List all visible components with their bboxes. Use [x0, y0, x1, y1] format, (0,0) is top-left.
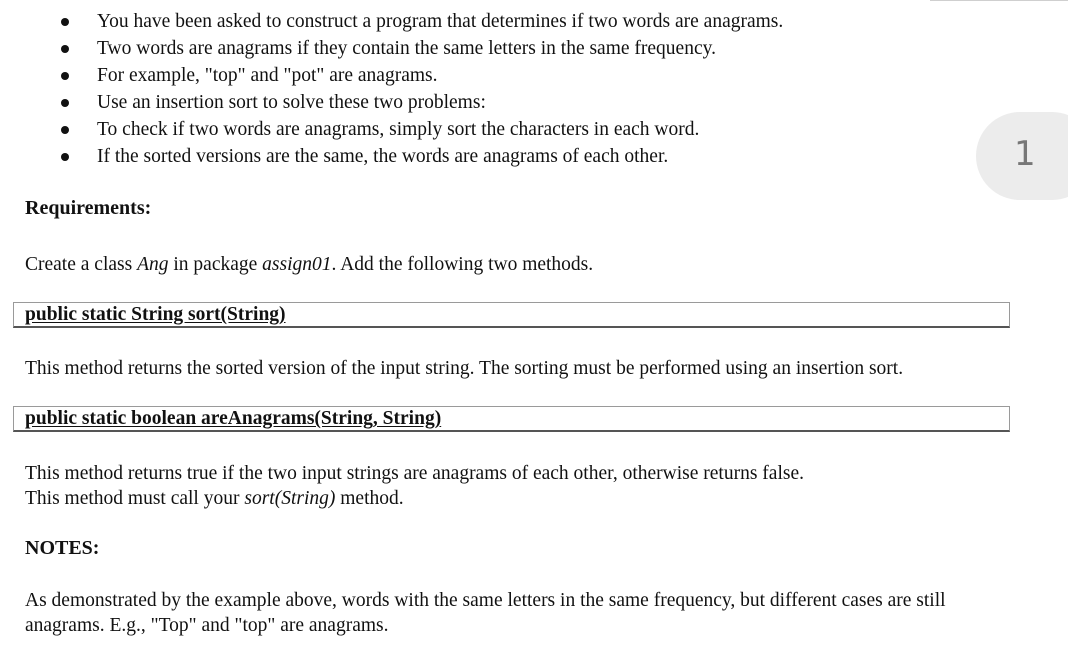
requirements-heading: Requirements: [25, 197, 152, 219]
top-divider [930, 0, 1068, 1]
sort-method-reference: sort(String) [244, 488, 336, 509]
bullet-icon [61, 126, 69, 134]
bullet-icon [61, 72, 69, 80]
anagrams-signature: public static boolean areAnagrams(String, String) [25, 408, 442, 429]
document-page: You have been asked to construct a program that determines if two words are anagrams. Two words are anagrams if they contain the same letters in the same frequency. For example, "top" and "pot" are anagrams. Use an insertion sort to solve these two problems: To check if two words are anagrams, simply sort the characters in each word. If the sorted versions are the same, the words are anagrams of each other. 1 Requirements: Create a class Ang in package assign01. Add the following two methods. public static String sort(String) This method returns the sorted version of the input string. The sorting must be performed using an insertion sort. public static boolean areAnagrams(String, String) This method returns true if the two input strings are anagrams of each other, otherwise returns false. This method must call your sort(String) method. NOTES: As demonstrated by the example above, words with the same letters in the same frequency, but different cases are still anagrams. E.g., "Top" and "top" are anagrams. [0, 0, 1068, 645]
sort-description: This method returns the sorted version of the input string. The sorting must be performed using an insertion sort. [25, 358, 904, 379]
anagrams-signature-box [13, 406, 1010, 432]
bullet-icon [61, 153, 69, 161]
bullet-icon [61, 45, 69, 53]
bullet-icon [61, 18, 69, 26]
notes-heading: NOTES: [25, 537, 100, 559]
bullet-icon [61, 99, 69, 107]
anagrams-description: This method returns true if the two input strings are anagrams of each other, otherwise returns false. This method must call your sort(String) method. [25, 463, 804, 509]
notes-text: As demonstrated by the example above, words with the same letters in the same frequency, but different cases are still anagrams. E.g., "Top" and "top" are anagrams. [25, 590, 946, 636]
requirements-intro: Create a class Ang in package assign01. Add the following two methods. [25, 254, 594, 275]
page-number-badge[interactable] [976, 112, 1068, 200]
page-number: 1 [1014, 134, 1036, 174]
sort-signature-box [13, 302, 1010, 328]
sort-signature: public static String sort(String) [25, 304, 286, 325]
class-name: Ang [137, 254, 169, 275]
package-name: assign01 [262, 254, 332, 275]
